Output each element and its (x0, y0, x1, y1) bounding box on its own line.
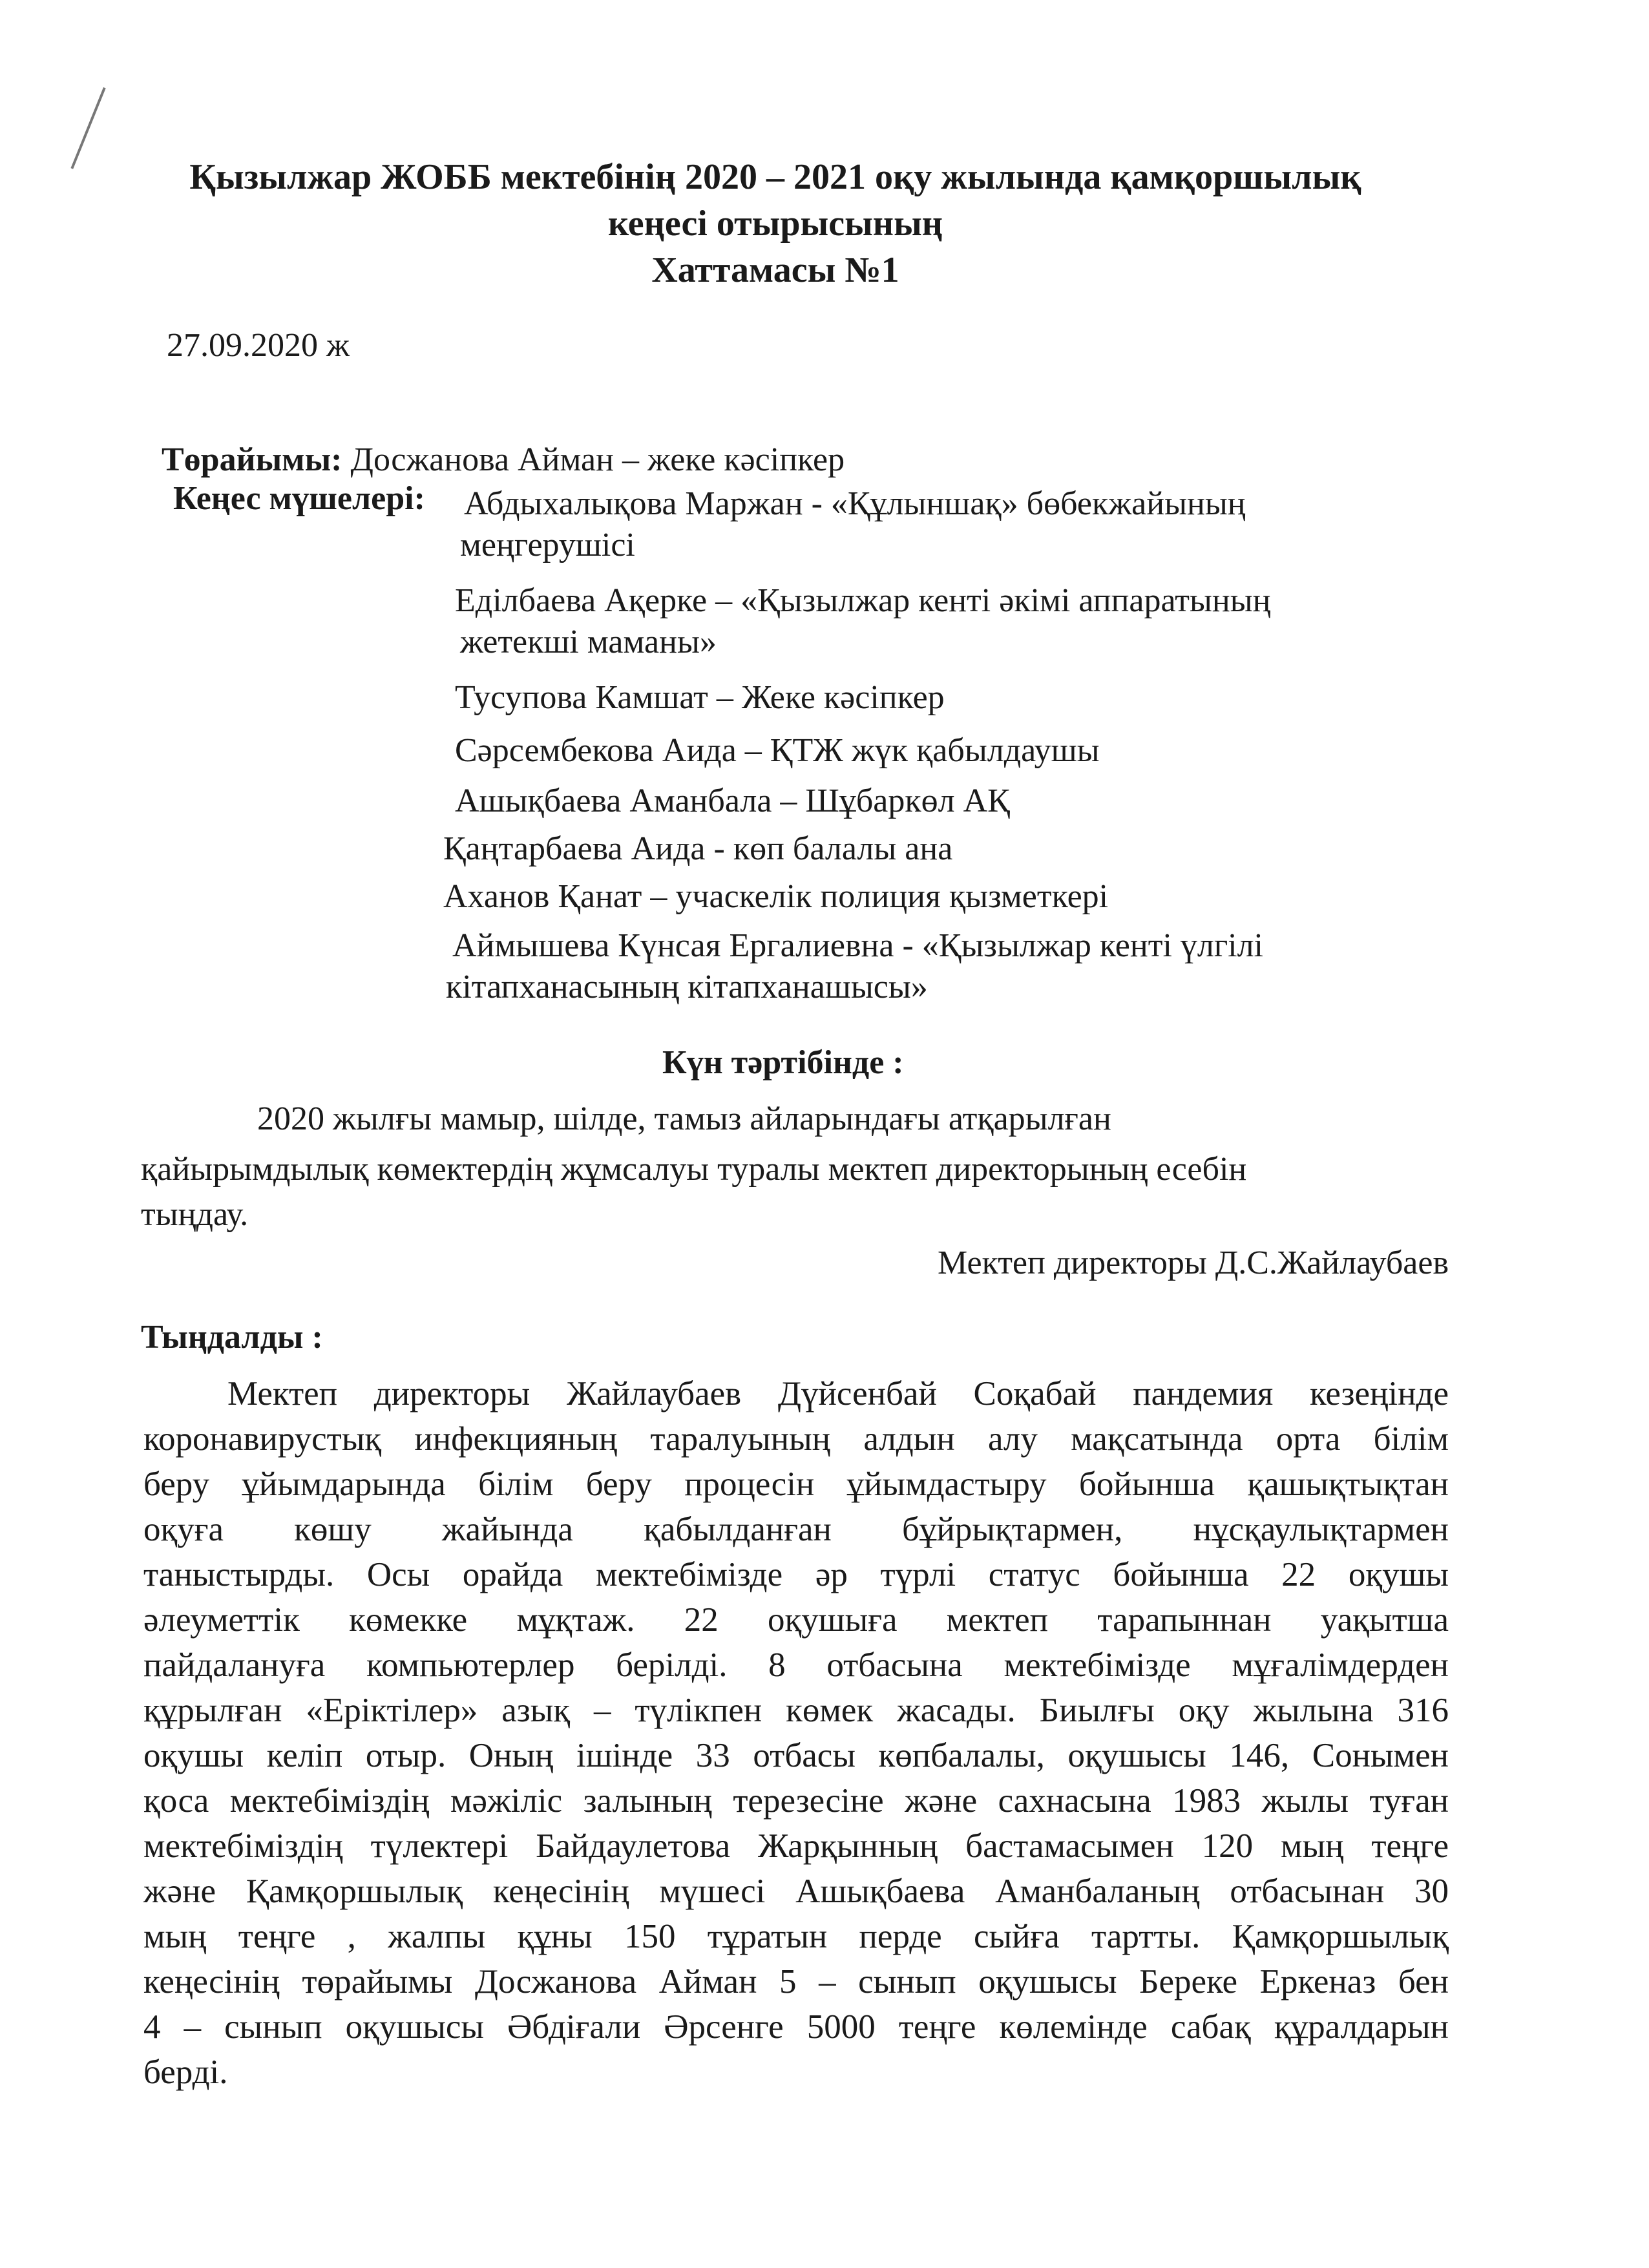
member-line: Еділбаева Ақерке – «Қызылжар кенті әкімі аппаратының (455, 582, 1271, 619)
heard-paragraph-line: 4 – сынып оқушысы Әбдіғали Әрсенге 5000 теңге көлемінде сабақ құралдарын (143, 2008, 1449, 2046)
member-line: Аханов Қанат – учаскелік полиция қызметкері (443, 878, 1109, 915)
heard-paragraph-line: коронавирустық инфекцияның таралуының алдын алу мақсатында орта білім (143, 1420, 1449, 1458)
heard-paragraph-line: Мектеп директоры Жайлаубаев Дүйсенбай Соқабай пандемия кезеңінде (227, 1375, 1449, 1412)
agenda-heading: Күн тәртібінде : (662, 1044, 904, 1081)
heard-paragraph-line: мың теңге , жалпы құны 150 тұратын перде сыйға тартты. Қамқоршылық (143, 1918, 1449, 1955)
agenda-speaker: Мектеп директоры Д.С.Жайлаубаев (938, 1244, 1449, 1281)
chair-value: Досжанова Айман – жеке кәсіпкер (350, 441, 845, 478)
heard-paragraph-line: оқушы келіп отыр. Оның ішінде 33 отбасы көпбалалы, оқушысы 146, Сонымен (143, 1737, 1449, 1774)
heard-paragraph-line: беру ұйымдарында білім беру процесін ұйымдастыру бойынша қашықтықтан (143, 1465, 1449, 1503)
chair-label: Төрайымы: (162, 441, 342, 478)
heard-paragraph-line: кеңесінің төрайымы Досжанова Айман 5 – сынып оқушысы Береке Еркеназ бен (143, 1963, 1449, 2000)
scan-pen-mark (70, 87, 105, 169)
agenda-line: тыңдау. (141, 1196, 249, 1233)
document-title-line-1: Қызылжар ЖОББ мектебінің 2020 – 2021 оқу жылында қамқоршылық (189, 157, 1361, 197)
heard-paragraph-line: берді. (143, 2053, 228, 2091)
document-title-line-2: кеңесі отырысының (607, 204, 943, 244)
chair-row (162, 439, 845, 481)
members-label: Кеңес мүшелері: (173, 480, 425, 517)
heard-paragraph-line: құрылған «Еріктілер» азық – түлікпен көмек жасады. Биылғы оқу жылына 316 (143, 1692, 1449, 1729)
agenda-line: 2020 жылғы мамыр, шілде, тамыз айларындағы атқарылған (257, 1100, 1111, 1137)
member-line: Аймышева Күнсая Ергалиевна - «Қызылжар кенті үлгілі (452, 927, 1264, 964)
heard-paragraph-line: мектебіміздің түлектері Байдаулетова Жарқынның бастамасымен 120 мың теңге (143, 1827, 1449, 1865)
heard-paragraph-line: қоса мектебіміздің мәжіліс залының терезесіне және сахнасына 1983 жылы туған (143, 1782, 1449, 1820)
member-line: жетекші маманы» (460, 624, 717, 660)
member-line: Қаңтарбаева Аида - көп балалы ана (443, 830, 953, 867)
heard-paragraph-line: оқуға көшу жайында қабылданған бұйрықтармен, нұсқаулықтармен (143, 1511, 1449, 1548)
member-line: Ашықбаева Аманбала – Шұбаркөл АҚ (455, 782, 1010, 819)
member-line: Тусупова Камшат – Жеке кәсіпкер (455, 679, 945, 716)
document-title-line-3: Хаттамасы №1 (651, 250, 899, 290)
heard-paragraph-line: әлеуметтік көмекке мұқтаж. 22 оқушыға мектеп тарапыннан уақытша (143, 1601, 1449, 1639)
member-line: кітапханасының кітапханашысы» (446, 969, 928, 1005)
heard-paragraph-line: таныстырды. Осы орайда мектебімізде әр түрлі статус бойынша 22 оқушы (143, 1556, 1449, 1593)
document-date: 27.09.2020 ж (167, 327, 350, 364)
heard-heading: Тыңдалды : (141, 1319, 323, 1356)
member-line: Сәрсембекова Аида – ҚТЖ жүк қабылдаушы (455, 732, 1100, 769)
member-line: меңгерушісі (460, 527, 635, 563)
heard-paragraph-line: пайдалануға компьютерлер берілді. 8 отбасына мектебімізде мұғалімдерден (143, 1646, 1449, 1684)
member-line: Абдыхалықова Маржан - «Құлыншақ» бөбекжайының (464, 485, 1246, 522)
heard-paragraph-line: және Қамқоршылық кеңесінің мүшесі Ашықбаева Аманбаланың отбасынан 30 (143, 1873, 1449, 1910)
agenda-line: қайырымдылық көмектердің жұмсалуы туралы мектеп директорының есебін (141, 1151, 1247, 1188)
